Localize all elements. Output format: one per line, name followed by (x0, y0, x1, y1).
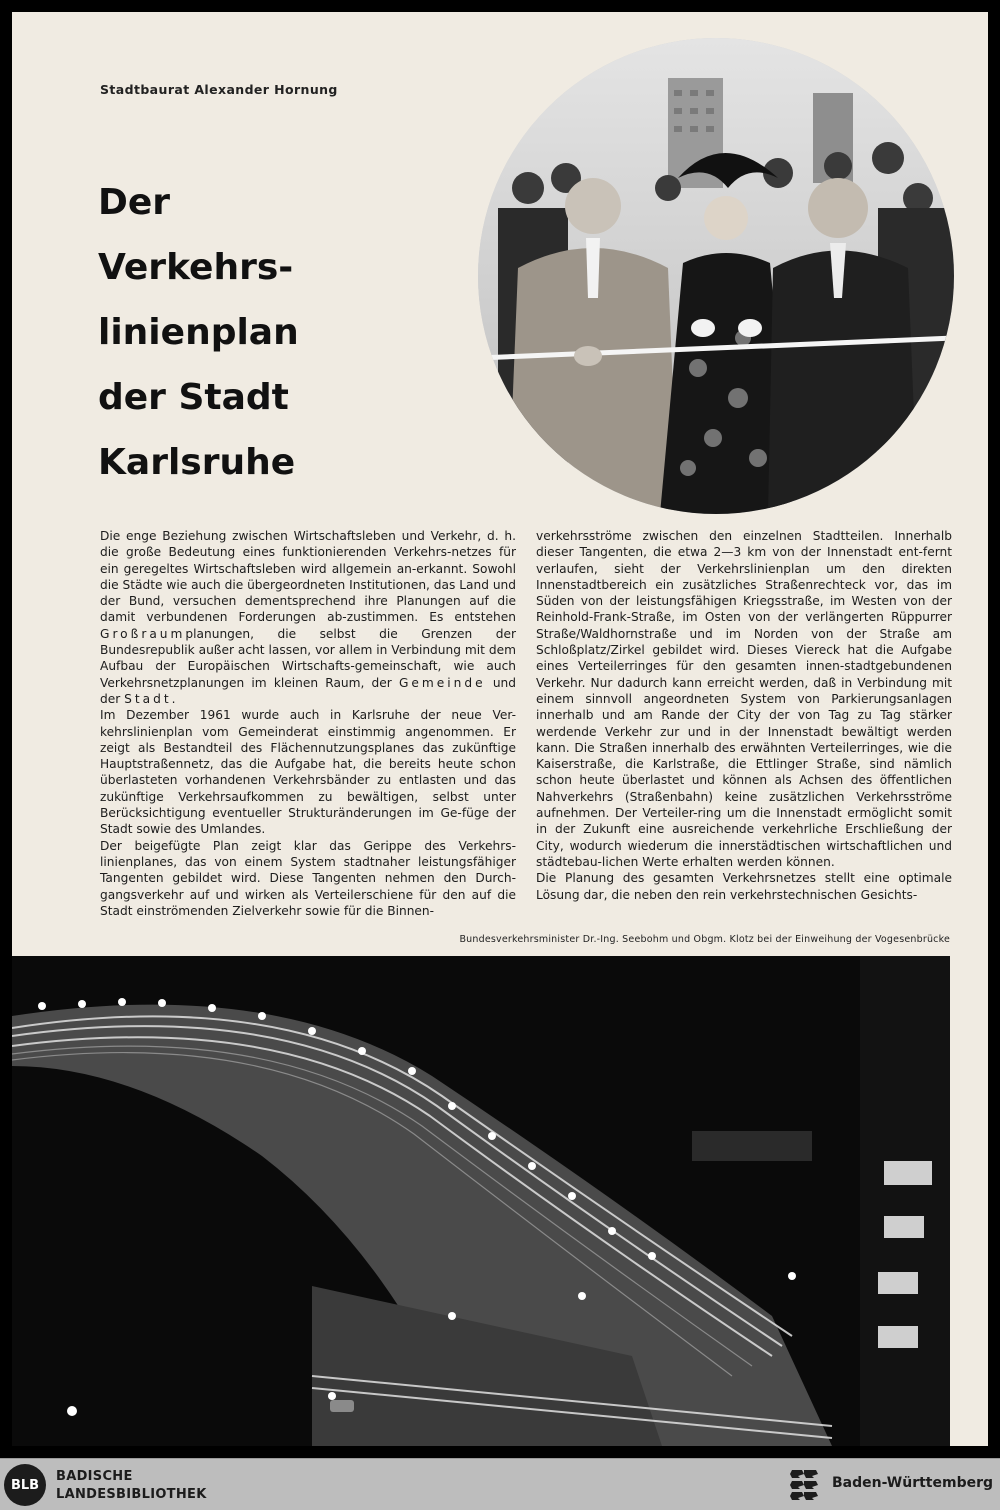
archive-footer (0, 1458, 1000, 1510)
paragraph-text: . (171, 691, 176, 706)
spaced-word: Großraum (100, 626, 186, 641)
title-line: Verkehrs- (98, 247, 294, 288)
title-line: Karlsruhe (98, 442, 296, 483)
magazine-page (12, 12, 988, 1446)
article-column-2 (536, 528, 952, 903)
title-line: Der (98, 182, 171, 223)
article-author: Stadtbaurat Alexander Hornung (100, 82, 338, 97)
article-title (98, 170, 358, 495)
paragraph (100, 528, 516, 707)
lions-crest-icon (786, 1466, 822, 1504)
photo-caption: Bundesverkehrsminister Dr.-Ing. Seebohm und Obgm. Klotz bei der Einweihung der Vogesenbrücke (459, 934, 950, 945)
night-bridge-photo (12, 956, 950, 1446)
title-line: linienplan (98, 312, 299, 353)
paragraph: Der beigefügte Plan zeigt klar das Gerippe des Verkehrs-linienplanes, das von einem System stadtnaher leistungsfähiger Tangenten gebildet wird. Diese Tangenten nehmen den Durch-gangsverkehr auf und wirken als Verteilerschiene für den auf die Stadt einströmenden Zielverkehr sowie für die Binnen- (100, 838, 516, 918)
ribbon-cutting-photo (478, 38, 954, 514)
spaced-word: Stadt (124, 691, 172, 706)
ribbon-cutting-illustration (478, 38, 954, 514)
library-name (56, 1468, 207, 1504)
blb-logo: BLB (4, 1464, 46, 1506)
paragraph-text: planungen, die selbst die Grenzen der Bundesrepublik außer acht lassen, vor allem in Verbindung mit dem Aufbau der Europäischen Wirtschafts-gemeinschaft, wie auch Verkehrsnetzplanungen im kleinen Raum, der (100, 626, 516, 690)
spaced-word: Gemeinde (398, 675, 486, 690)
paragraph: verkehrsströme zwischen den einzelnen Stadtteilen. Innerhalb dieser Tangenten, die etwa 2—3 km von der Innenstadt ent-fernt verlaufen, sieht der Verkehrslinienplan um den direkten Innenstadtbereich ein zusätzliches Straßenrechteck vor, das im Süden von der leistungsfähigen Kriegsstraße, im Westen von der Reinhold-Frank-Straße, im Osten von der verlängerten Rüppurrer Straße/Waldhornstraße und im Norden von der Straße am Schloßplatz/Zirkel gebildet wird. Dieses Viereck hat die Aufgabe eines Verteilerringes für den gesamten innen-stadtgebundenen Verkehr. Nur dadurch kann erreicht werden, daß in Verbindung mit einem sinnvoll angeordneten System von Parkierungsanlagen innerhalb und am Rande der City der von Tag zu Tag stärker werdende Verkehr zur und in der Innenstadt bewältigt werden kann. Die Straßen innerhalb des erwähnten Verteilerringes, wie die Kaiserstraße, die Karlstraße, die Ettlinger Straße, sind nämlich schon heute überlastet und können als Achsen des öffentlichen Nahverkehrs (Straßenbahn) keine zusätzlichen Verkehrsströme aufnehmen. Der Verteiler-ring um die Innenstadt ermöglicht somit in der Zukunft eine ausreichende verkehrliche Erschließung der City, wodurch wiederum die innerstädtischen wirtschaftlichen und städtebau-lichen Werte erhalten werden können. (536, 529, 952, 869)
paragraph-text: und der (100, 675, 517, 706)
night-bridge-illustration (12, 956, 950, 1446)
paragraph-text: Die enge Beziehung zwischen Wirtschaftsleben und Verkehr, d. h. die große Bedeutung eines funktionierenden Verkehrs-netzes für ein geregeltes Wirtschaftsleben wird allgemein an-erkannt. Sowohl die Städte wie auch die übergeordneten Institutionen, das Land und der Bund, versuchen dementsprechend ihre Planungen auf die damit verbundenen Forderungen ab-zustimmen. Es entstehen (100, 529, 517, 625)
state-name: Baden-Württemberg (832, 1475, 994, 1491)
title-line: der Stadt (98, 377, 289, 418)
article-column-1 (100, 528, 516, 919)
library-name-line: BADISCHE (56, 1469, 133, 1484)
paragraph: Die Planung des gesamten Verkehrsnetzes stellt eine optimale Lösung dar, die neben den rein verkehrstechnischen Gesichts- (536, 871, 952, 902)
library-name-line: LANDESBIBLIOTHEK (56, 1487, 207, 1502)
paragraph: Im Dezember 1961 wurde auch in Karlsruhe der neue Ver-kehrslinienplan vom Gemeinderat einstimmig angenommen. Er zeigt als Bestandteil des Flächennutzungsplanes das zukünftige Hauptstraßennetz, das die Aufgabe hat, die bereits heute schon überlasteten vorhandenen Verkehrsbänder zu entlasten und das zukünftige Verkehrsaufkommen zu bewältigen, selbst unter Berücksichtigung eventueller Strukturänderungen im Ge-füge der Stadt sowie des Umlandes. (100, 708, 516, 837)
